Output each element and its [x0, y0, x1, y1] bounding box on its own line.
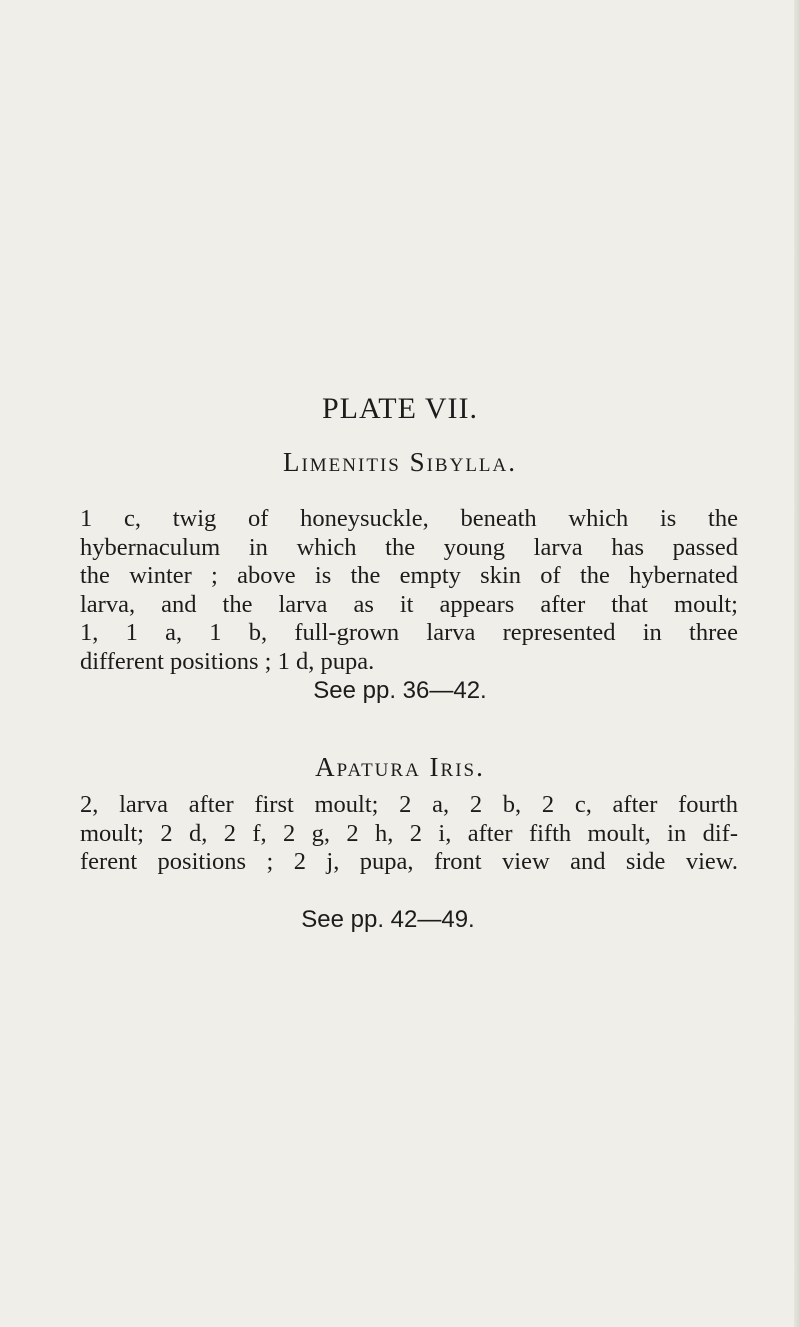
- caption-line: 1, 1 a, 1 b, full-grown larva represented in three: [80, 619, 738, 647]
- page-edge: [794, 0, 800, 1327]
- caption-line: ferent positions ; 2 j, pupa, front view and side view.: [80, 848, 738, 876]
- caption-apatura: [80, 791, 738, 877]
- caption-line: the winter ; above is the empty skin of the hybernated: [80, 562, 738, 590]
- caption-line: larva, and the larva as it appears after that moult;: [80, 590, 738, 618]
- page-reference-apatura: See pp. 42—49.: [301, 906, 475, 933]
- plate-title: PLATE VII.: [321, 392, 479, 425]
- caption-line: different positions ; 1 d, pupa.: [80, 647, 375, 675]
- page-reference-limenitis: See pp. 36—42.: [313, 677, 487, 704]
- caption-line: 1 c, twig of honeysuckle, beneath which is the: [80, 505, 738, 532]
- caption-line: hybernaculum in which the young larva has passed: [80, 533, 738, 561]
- caption-line: 2, larva after first moult; 2 a, 2 b, 2 c, after fourth: [80, 791, 738, 818]
- caption-limenitis: [80, 505, 738, 677]
- caption-line: moult; 2 d, 2 f, 2 g, 2 h, 2 i, after fifth moult, in dif-: [80, 819, 738, 847]
- section-heading-limenitis: Limenitis Sibylla.: [282, 447, 518, 477]
- section-heading-apatura: Apatura Iris.: [315, 752, 485, 782]
